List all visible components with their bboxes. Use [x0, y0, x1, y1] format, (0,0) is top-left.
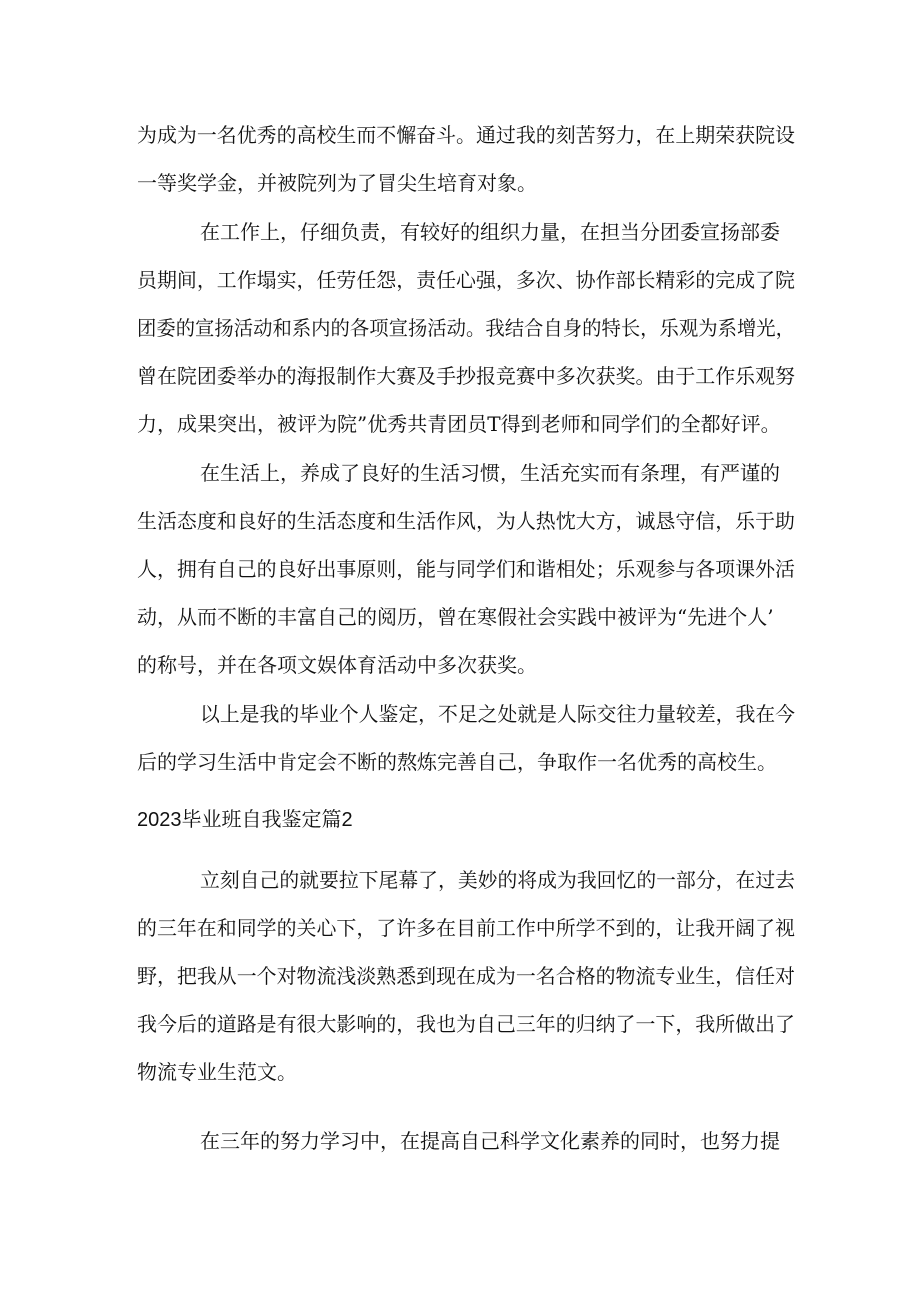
text-line: 为成为一名优秀的高校生而不懈奋斗。通过我的刻苦努力，在上期荣获院设 — [137, 123, 795, 147]
text-line: 动，从而不断的丰富自己的阅历，曾在寒假社会实践中被评为“先进个人’ — [137, 605, 774, 629]
text-line: 的称号，并在各项文娱体育活动中多次获奖。 — [137, 653, 537, 677]
text-line: 我今后的道路是有很大影响的，我也为自己三年的归纳了一下，我所做出了 — [137, 1012, 795, 1036]
text-line: 立刻自己的就要拉下尾幕了，美妙的将成为我回忆的一部分，在过去 — [200, 868, 795, 892]
text-line: 曾在院团委举办的海报制作大赛及手抄报竞赛中多次获奖。由于工作乐观努 — [137, 364, 795, 388]
text-line: 以上是我的毕业个人鉴定，不足之处就是人际交往力量较差，我在今 — [200, 702, 795, 726]
text-line: 人，拥有自己的良好出事原则，能与同学们和谐相处；乐观参与各项课外活 — [137, 557, 795, 581]
text-line: 力，成果突出，被评为院”优秀共青团员T得到老师和同学们的全都好评。 — [137, 412, 781, 436]
text-line: 的三年在和同学的关心下，了许多在目前工作中所学不到的，让我开阔了视 — [137, 916, 795, 940]
text-line: 一等奖学金，并被院列为了冒尖生培育对象。 — [137, 171, 537, 195]
section-heading: 2023毕业班自我鉴定篇2 — [137, 809, 353, 831]
text-line: 野，把我从一个对物流浅淡熟悉到现在成为一名合格的物流专业生，信任对 — [137, 964, 795, 988]
text-line: 团委的宣扬活动和系内的各项宣扬活动。我结合自身的特长，乐观为系增光， — [137, 316, 795, 340]
text-line: 在三年的努力学习中，在提高自己科学文化素养的同时，也努力提 — [200, 1129, 780, 1153]
text-line: 在工作上，仔细负责，有较好的组织力量，在担当分团委宣扬部委 — [200, 220, 780, 244]
text-line: 员期间，工作塌实，任劳任怨，责任心强，多次、协作部长精彩的完成了院 — [137, 268, 795, 292]
text-line: 物流专业生范文。 — [137, 1060, 297, 1084]
text-line: 生活态度和良好的生活态度和生活作风，为人热忱大方，诚恳守信，乐于助 — [137, 509, 795, 533]
text-line: 后的学习生活中肯定会不断的熬炼完善自己，争取作一名优秀的高校生。 — [137, 750, 777, 774]
text-line: 在生活上，养成了良好的生活习惯，生活充实而有条理，有严谨的 — [200, 461, 780, 485]
